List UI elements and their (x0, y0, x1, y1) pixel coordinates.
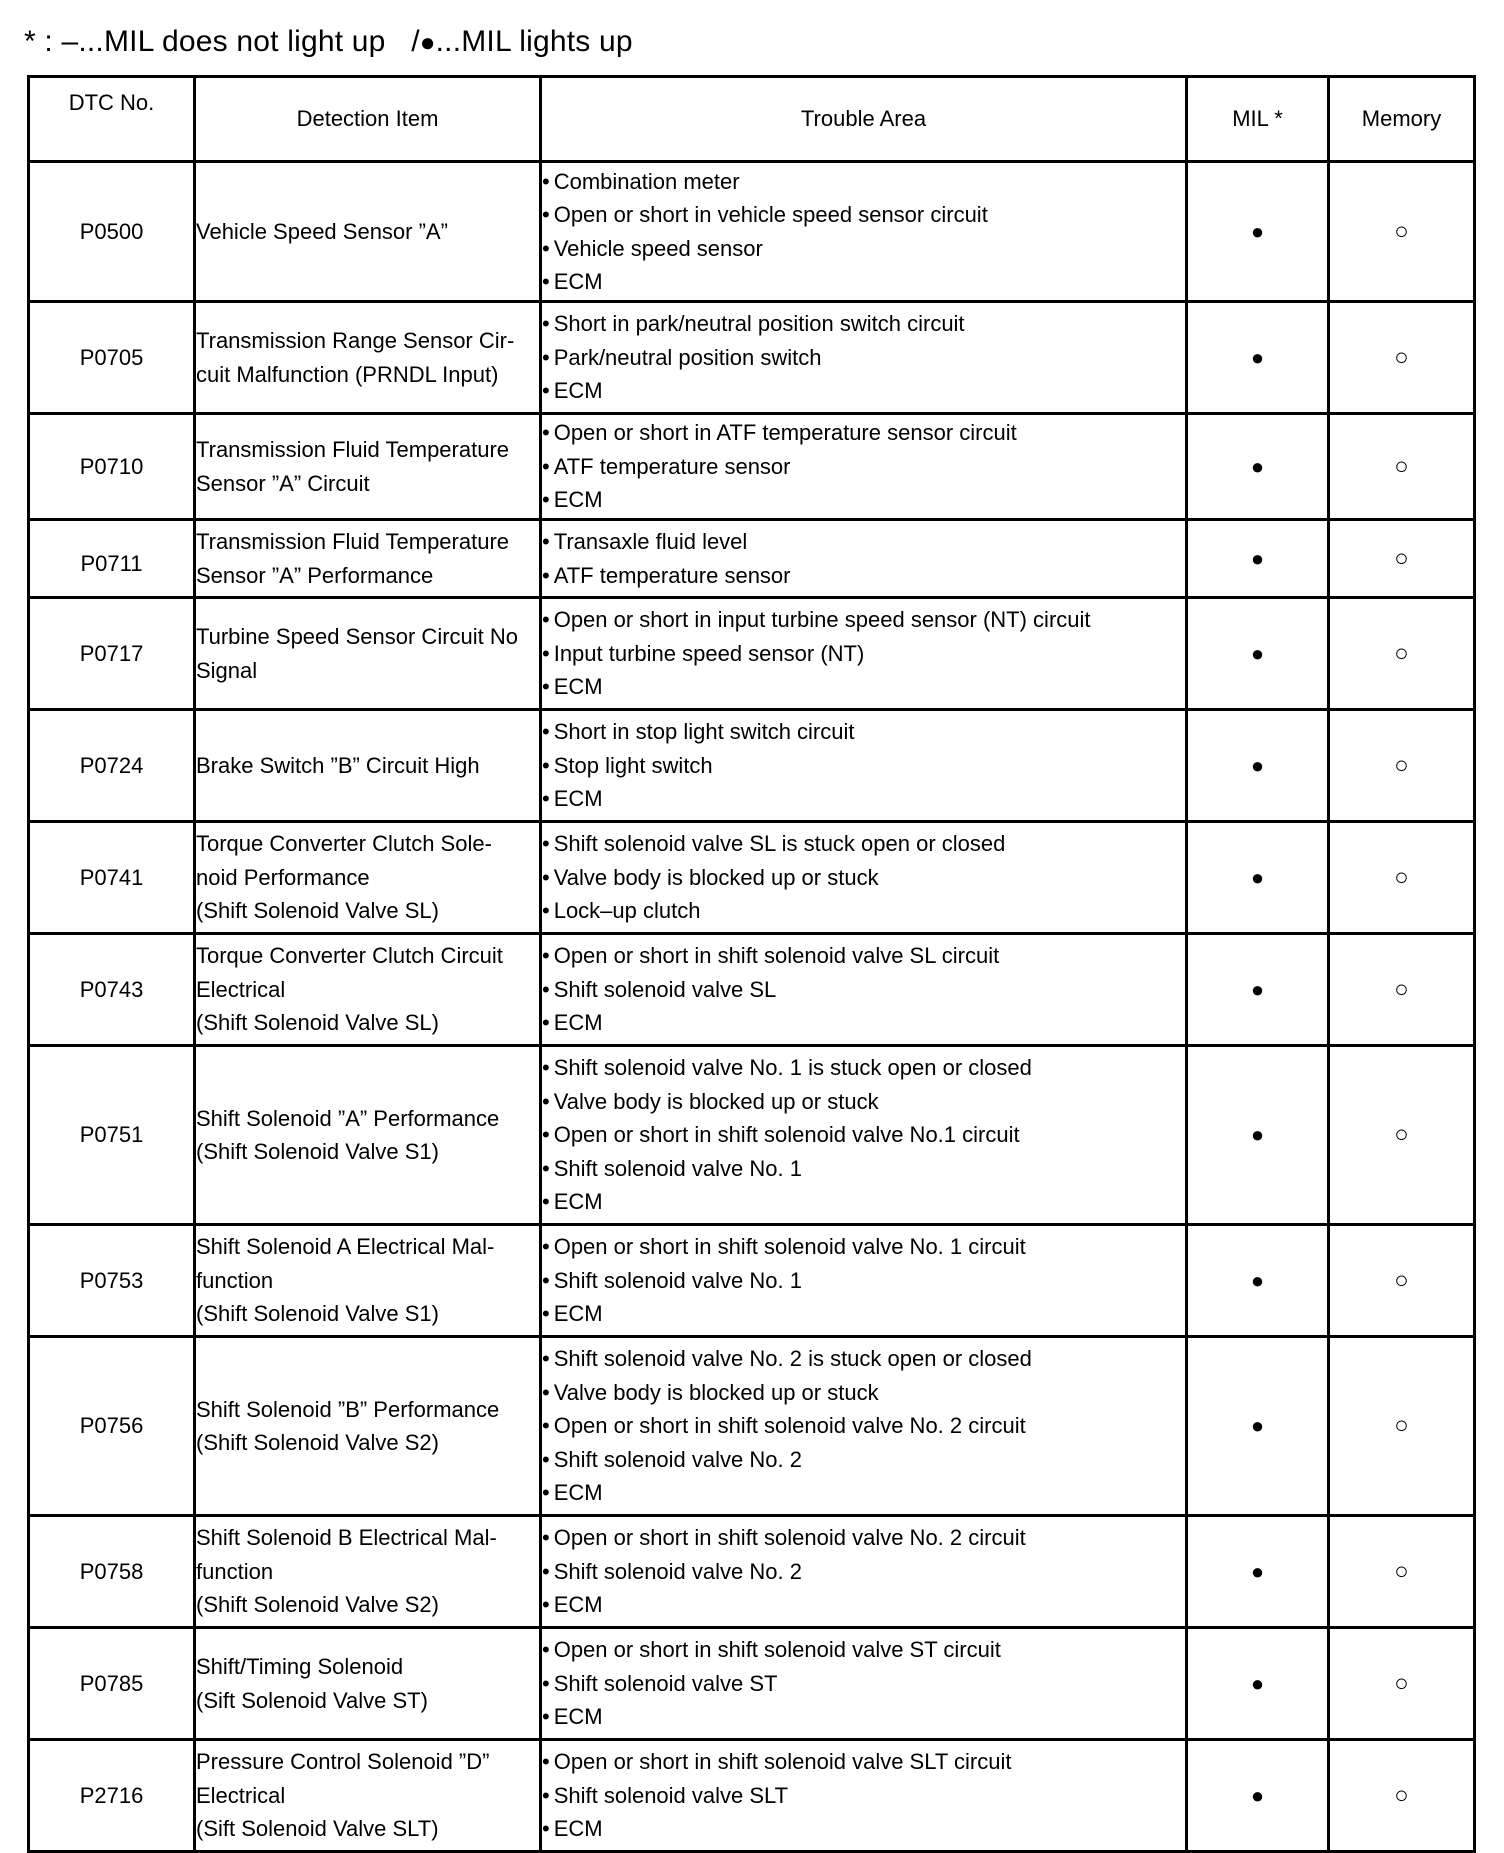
trouble-area-line: • ECM (542, 1006, 1185, 1040)
mil-on-icon: ● (1187, 1740, 1329, 1852)
header-detection-item: Detection Item (195, 77, 541, 162)
dtc-code: P0743 (29, 934, 195, 1046)
detection-item-line: Brake Switch ”B” Circuit High (196, 752, 480, 778)
trouble-area-line: • ECM (542, 483, 1185, 517)
trouble-area (541, 710, 1187, 822)
dtc-code: P0705 (29, 302, 195, 414)
mil-on-icon: ● (1187, 1628, 1329, 1740)
trouble-area-line: • Lock–up clutch (542, 894, 1185, 928)
dtc-code: P2716 (29, 1740, 195, 1852)
trouble-area (541, 934, 1187, 1046)
mil-on-icon: ● (1187, 520, 1329, 598)
detection-item (195, 1740, 541, 1852)
dtc-code: P0756 (29, 1337, 195, 1516)
detection-item-line: Shift Solenoid ”B” Performance (196, 1396, 500, 1422)
memory-icon: ○ (1329, 162, 1475, 302)
trouble-area-line: • Open or short in input turbine speed sensor (NT) circuit (542, 603, 1185, 637)
header-mil: MIL * (1187, 77, 1329, 162)
memory-icon: ○ (1329, 1046, 1475, 1225)
trouble-area-line: • Shift solenoid valve No. 1 (542, 1152, 1185, 1186)
table-row (29, 822, 1475, 934)
detection-item-line: Torque Converter Clutch Circuit (196, 943, 503, 969)
detection-item-line: (Shift Solenoid Valve S2) (196, 1430, 439, 1455)
trouble-area-line: • Open or short in shift solenoid valve SL circuit (542, 939, 1185, 973)
trouble-area-line: • ATF temperature sensor (542, 450, 1185, 484)
detection-item-line: Signal (196, 657, 258, 683)
trouble-area-line: • Combination meter (542, 165, 1185, 199)
detection-item-line: Electrical (196, 1782, 286, 1808)
trouble-area-line: • Input turbine speed sensor (NT) (542, 637, 1185, 671)
dtc-code: P0500 (29, 162, 195, 302)
detection-item (195, 1628, 541, 1740)
detection-item-line: (Shift Solenoid Valve SL) (196, 898, 439, 924)
detection-item-line: (Shift Solenoid Valve S2) (196, 1592, 439, 1618)
detection-item-line: Turbine Speed Sensor Circuit No (196, 624, 519, 649)
detection-item (195, 710, 541, 822)
mil-on-icon: ● (1187, 162, 1329, 302)
trouble-area-line: • Valve body is blocked up or stuck (542, 1376, 1185, 1410)
trouble-area-line: • ECM (542, 1812, 1185, 1846)
trouble-area-line: • Stop light switch (542, 749, 1185, 783)
mil-on-icon: ● (1187, 1046, 1329, 1225)
header-dtc-no: DTC No. (29, 77, 195, 162)
detection-item (195, 302, 541, 414)
trouble-area (541, 1740, 1187, 1852)
table-row (29, 1516, 1475, 1628)
mil-on-icon: ● (1187, 598, 1329, 710)
trouble-area (541, 1516, 1187, 1628)
detection-item (195, 414, 541, 520)
table-header (29, 77, 1475, 162)
memory-icon: ○ (1329, 822, 1475, 934)
dtc-table (27, 75, 1476, 1853)
detection-item-line: Torque Converter Clutch Sole- (196, 831, 492, 857)
dtc-code: P0785 (29, 1628, 195, 1740)
mil-on-icon: ● (1187, 934, 1329, 1046)
detection-item-line: function (196, 1558, 274, 1584)
trouble-area-line: • ECM (542, 670, 1185, 704)
legend-no-light-text: * : –...MIL does not light up (24, 25, 386, 58)
trouble-area-line: • Short in park/neutral position switch circuit (542, 307, 1185, 341)
dtc-code: P0758 (29, 1516, 195, 1628)
table-row (29, 598, 1475, 710)
table-row (29, 162, 1475, 302)
detection-item-line: Sensor ”A” Performance (196, 562, 434, 588)
trouble-area-line: • Shift solenoid valve No. 1 (542, 1264, 1185, 1298)
trouble-area (541, 520, 1187, 598)
trouble-area-line: • Shift solenoid valve No. 2 (542, 1555, 1185, 1589)
trouble-area (541, 598, 1187, 710)
detection-item-line: Transmission Range Sensor Cir- (196, 328, 515, 353)
detection-item (195, 1337, 541, 1516)
mil-on-icon: ● (1187, 822, 1329, 934)
trouble-area-line: • Valve body is blocked up or stuck (542, 1085, 1185, 1119)
trouble-area-line: • ECM (542, 1476, 1185, 1510)
mil-on-icon: ● (1187, 1516, 1329, 1628)
memory-icon: ○ (1329, 598, 1475, 710)
mil-on-icon: ● (1187, 1225, 1329, 1337)
trouble-area-line: • ECM (542, 374, 1185, 408)
memory-icon: ○ (1329, 302, 1475, 414)
trouble-area-line: • ECM (542, 1700, 1185, 1734)
table-row (29, 520, 1475, 598)
trouble-area-line: • Valve body is blocked up or stuck (542, 861, 1185, 895)
trouble-area-line: • ATF temperature sensor (542, 559, 1185, 593)
trouble-area-line: • Park/neutral position switch (542, 341, 1185, 375)
detection-item-line: (Shift Solenoid Valve SL) (196, 1010, 439, 1036)
detection-item (195, 934, 541, 1046)
detection-item (195, 1516, 541, 1628)
table-row (29, 710, 1475, 822)
memory-icon: ○ (1329, 934, 1475, 1046)
dtc-code: P0710 (29, 414, 195, 520)
trouble-area-line: • Open or short in shift solenoid valve No.1 circuit (542, 1118, 1185, 1152)
trouble-area-line: • Vehicle speed sensor (542, 232, 1185, 266)
dtc-code: P0711 (29, 520, 195, 598)
trouble-area-line: • Open or short in shift solenoid valve SLT circuit (542, 1745, 1185, 1779)
detection-item (195, 1225, 541, 1337)
memory-icon: ○ (1329, 1516, 1475, 1628)
detection-item-line: Pressure Control Solenoid ”D” (196, 1749, 490, 1775)
trouble-area (541, 414, 1187, 520)
detection-item-line: (Sift Solenoid Valve SLT) (196, 1816, 439, 1842)
detection-item-line: Shift Solenoid B Electrical Mal- (196, 1525, 497, 1551)
mil-on-icon: ● (1187, 414, 1329, 520)
trouble-area-line: • Transaxle fluid level (542, 525, 1185, 559)
detection-item-line: Shift Solenoid ”A” Performance (196, 1105, 500, 1131)
detection-item-line: Vehicle Speed Sensor ”A” (196, 218, 448, 244)
table-row (29, 1740, 1475, 1852)
detection-item-line: Shift Solenoid A Electrical Mal- (196, 1234, 495, 1260)
table-row (29, 1628, 1475, 1740)
table-row (29, 302, 1475, 414)
trouble-area (541, 302, 1187, 414)
trouble-area-line: • Shift solenoid valve No. 2 (542, 1443, 1185, 1477)
legend-lights-text: ...MIL lights up (435, 25, 633, 58)
detection-item (195, 520, 541, 598)
trouble-area-line: • Open or short in shift solenoid valve No. 2 circuit (542, 1521, 1185, 1555)
detection-item (195, 1046, 541, 1225)
trouble-area (541, 1337, 1187, 1516)
table-row (29, 414, 1475, 520)
detection-item (195, 822, 541, 934)
trouble-area-line: • Shift solenoid valve SL is stuck open or closed (542, 827, 1185, 861)
detection-item-line: function (196, 1267, 274, 1293)
mil-on-icon: ● (1187, 710, 1329, 822)
dtc-code: P0717 (29, 598, 195, 710)
detection-item-line: (Sift Solenoid Valve ST) (196, 1687, 428, 1713)
trouble-area (541, 1628, 1187, 1740)
detection-item-line: Shift/Timing Solenoid (196, 1654, 404, 1679)
mil-on-icon: ● (1187, 302, 1329, 414)
trouble-area-line: • Open or short in ATF temperature sensor circuit (542, 416, 1185, 450)
detection-item-line: Transmission Fluid Temperature (196, 529, 510, 554)
detection-item-line: cuit Malfunction (PRNDL Input) (196, 361, 499, 387)
dtc-code: P0751 (29, 1046, 195, 1225)
filled-circle-icon: ● (419, 27, 436, 57)
trouble-area-line: • Shift solenoid valve No. 1 is stuck open or closed (542, 1051, 1185, 1085)
trouble-area-line: • Shift solenoid valve SL (542, 973, 1185, 1007)
dtc-code: P0753 (29, 1225, 195, 1337)
table-row (29, 1337, 1475, 1516)
detection-item-line: Electrical (196, 976, 286, 1002)
memory-icon: ○ (1329, 1740, 1475, 1852)
header-row (29, 77, 1475, 162)
memory-icon: ○ (1329, 1225, 1475, 1337)
trouble-area-line: • Open or short in shift solenoid valve No. 1 circuit (542, 1230, 1185, 1264)
detection-item-line: noid Performance (196, 864, 370, 890)
header-memory: Memory (1329, 77, 1475, 162)
trouble-area-line: • ECM (542, 1588, 1185, 1622)
detection-item (195, 598, 541, 710)
trouble-area-line: • Open or short in shift solenoid valve ST circuit (542, 1633, 1185, 1667)
memory-icon: ○ (1329, 414, 1475, 520)
table-row (29, 934, 1475, 1046)
mil-on-icon: ● (1187, 1337, 1329, 1516)
trouble-area (541, 1046, 1187, 1225)
table-row (29, 1225, 1475, 1337)
trouble-area (541, 162, 1187, 302)
memory-icon: ○ (1329, 710, 1475, 822)
table-body (29, 162, 1475, 1852)
trouble-area-line: • ECM (542, 1297, 1185, 1331)
dtc-code: P0741 (29, 822, 195, 934)
detection-item-line: (Shift Solenoid Valve S1) (196, 1301, 439, 1327)
detection-item-line: (Shift Solenoid Valve S1) (196, 1139, 439, 1164)
trouble-area-line: • Short in stop light switch circuit (542, 715, 1185, 749)
dtc-code: P0724 (29, 710, 195, 822)
detection-item (195, 162, 541, 302)
header-trouble-area: Trouble Area (541, 77, 1187, 162)
memory-icon: ○ (1329, 1337, 1475, 1516)
trouble-area-line: • ECM (542, 1185, 1185, 1219)
trouble-area-line: • Open or short in vehicle speed sensor circuit (542, 198, 1185, 232)
trouble-area (541, 822, 1187, 934)
legend-separator: / (411, 25, 420, 58)
detection-item-line: Sensor ”A” Circuit (196, 470, 370, 496)
trouble-area (541, 1225, 1187, 1337)
trouble-area-line: • Open or short in shift solenoid valve No. 2 circuit (542, 1409, 1185, 1443)
trouble-area-line: • ECM (542, 265, 1185, 299)
memory-icon: ○ (1329, 520, 1475, 598)
memory-icon: ○ (1329, 1628, 1475, 1740)
detection-item-line: Transmission Fluid Temperature (196, 437, 510, 462)
trouble-area-line: • Shift solenoid valve No. 2 is stuck open or closed (542, 1342, 1185, 1376)
trouble-area-line: • ECM (542, 782, 1185, 816)
mil-legend (24, 22, 633, 62)
table-row (29, 1046, 1475, 1225)
trouble-area-line: • Shift solenoid valve ST (542, 1667, 1185, 1701)
trouble-area-line: • Shift solenoid valve SLT (542, 1779, 1185, 1813)
